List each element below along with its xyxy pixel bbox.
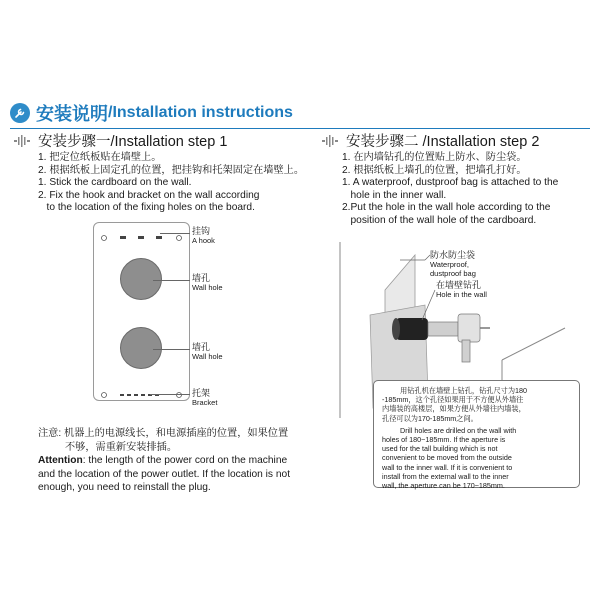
step1-line: 1. Stick the cardboard on the wall. bbox=[38, 177, 192, 189]
callout-cn-line: -185mm，这个孔径如果用于不方便从外墙往 bbox=[382, 395, 524, 405]
step2-instructions bbox=[342, 152, 558, 228]
wall-hole2-label-cn: 墙孔 bbox=[192, 342, 211, 352]
step2-line: 2. 根据纸板上墙孔的位置，把墙孔打好。 bbox=[342, 164, 527, 176]
callout-cn-line: 孔径可以为170-185mm之间。 bbox=[382, 413, 478, 423]
wall-hole1-leader bbox=[153, 280, 190, 281]
note-cn bbox=[38, 427, 288, 454]
title-cn: 安装说明 bbox=[36, 104, 108, 124]
step2-line: 1. 在内墙钻孔的位置贴上防水、防尘袋。 bbox=[342, 152, 527, 163]
drill-label-en: Hole in the wall bbox=[436, 290, 487, 299]
callout-cn-line: 用钻孔机在墙壁上钻孔，钻孔尺寸为180 bbox=[400, 386, 527, 395]
drill-label bbox=[436, 280, 487, 299]
step1-heading-text: 安装步骤一/Installation step 1 bbox=[38, 134, 228, 150]
step2-line: position of the wall hole of the cardboard. bbox=[342, 214, 537, 226]
wall-hole-1 bbox=[120, 258, 162, 300]
wall-hole1-label bbox=[192, 273, 223, 292]
wall-hole2-label bbox=[192, 342, 223, 361]
step2-heading bbox=[322, 130, 539, 151]
callout-en-line: convenient to be moved from the outside bbox=[382, 453, 512, 463]
bracket-slots bbox=[100, 386, 183, 394]
bracket-label-en: Bracket bbox=[192, 398, 218, 407]
step2-line: 2.Put the hole in the wall hole according to the bbox=[342, 202, 551, 214]
wall-hole-2 bbox=[120, 327, 162, 369]
step1-line: 2. Fix the hook and bracket on the wall according bbox=[38, 189, 260, 201]
title-divider bbox=[10, 128, 590, 129]
wrench-icon bbox=[10, 103, 30, 123]
wall-hole2-leader bbox=[153, 349, 190, 350]
step2-line: 1. A waterproof, dustproof bag is attached to the bbox=[342, 177, 559, 189]
step1-line: 2. 根据纸板上固定孔的位置，把挂钩和托架固定在墙壁上。 bbox=[38, 164, 305, 176]
hook-label-en: A hook bbox=[192, 236, 215, 245]
callout-en-line: Drill holes are drilled on the wall with bbox=[400, 425, 517, 435]
drill-label-cn: 在墙壁钻孔 bbox=[436, 280, 482, 290]
attention-line: : the length of the power cord on the machine bbox=[82, 455, 288, 466]
bag-label-en: Waterproof, bbox=[430, 260, 469, 269]
callout-en-line: install from the external wall to the inner bbox=[382, 471, 509, 481]
wall-hole2-label-en: Wall hole bbox=[192, 352, 223, 361]
bag-label bbox=[430, 250, 476, 278]
note-cn-line: 不够，需重新安装排插。 bbox=[65, 441, 178, 453]
wall-hole1-label-cn: 墙孔 bbox=[192, 273, 211, 283]
bag-label-en: dustproof bag bbox=[430, 269, 476, 278]
bracket-label-cn: 托架 bbox=[192, 388, 211, 398]
step1-line: to the location of the fixing holes on the board. bbox=[38, 202, 255, 214]
bracket-label bbox=[192, 388, 217, 407]
bag-label-cn: 防水防尘袋 bbox=[430, 250, 476, 260]
callout-en-line: holes of 180~185mm. If the aperture is bbox=[382, 435, 506, 445]
callout-en-line: wall to the inner wall. If it is convenient to bbox=[382, 462, 513, 472]
step-icon bbox=[14, 135, 30, 147]
attention-line: and the location of the power outlet. If the location is not bbox=[38, 468, 291, 480]
bracket-leader bbox=[150, 394, 190, 395]
step1-heading bbox=[14, 130, 227, 151]
hook-label bbox=[192, 226, 215, 245]
note-cn-line: 注意: 机器上的电源线长，和电源插座的位置，如果位置 bbox=[38, 428, 289, 439]
attention-note bbox=[38, 454, 308, 495]
callout-en-line: wall, the aperture can be 170~185mm. bbox=[382, 481, 505, 491]
callout-cn-line: 内墙装的高楼层，如果方便从外墙往内墙装， bbox=[382, 404, 526, 414]
hook-leader bbox=[160, 233, 190, 234]
cardboard-template bbox=[93, 222, 190, 401]
step1-line: 1. 把定位纸板贴在墙壁上。 bbox=[38, 152, 162, 163]
page-title bbox=[10, 100, 293, 126]
callout-en-line: used for the tall building which is not bbox=[382, 444, 498, 454]
wall-hole1-label-en: Wall hole bbox=[192, 283, 223, 292]
hook-label-cn: 挂钩 bbox=[192, 226, 211, 236]
step-icon bbox=[322, 135, 338, 147]
attention-line: enough, you need to reinstall the plug. bbox=[38, 482, 211, 493]
step1-instructions bbox=[38, 152, 304, 215]
attention-label: Attention bbox=[38, 455, 83, 466]
title-en: /Installation instructions bbox=[108, 104, 293, 121]
drill-size-callout bbox=[373, 380, 580, 491]
step2-heading-text: 安装步骤二 /Installation step 2 bbox=[346, 134, 540, 150]
step2-line: hole in the inner wall. bbox=[342, 189, 447, 201]
